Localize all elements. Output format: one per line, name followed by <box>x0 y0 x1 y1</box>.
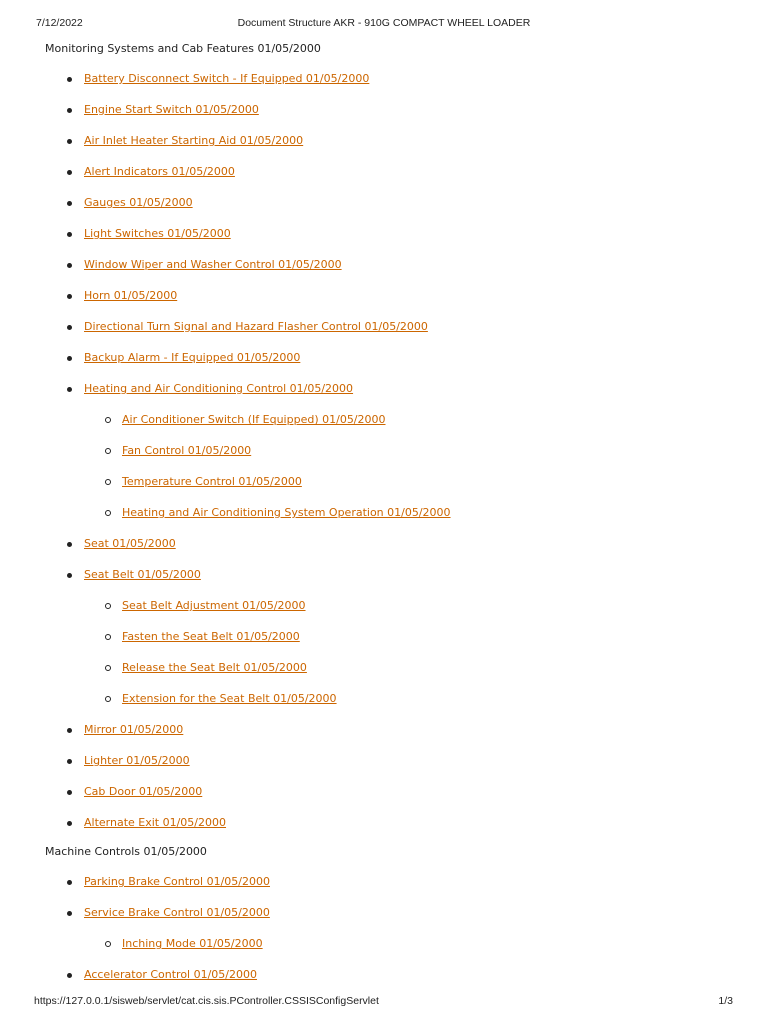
sub-list-bullet <box>105 696 111 702</box>
sub-list-bullet <box>105 479 111 485</box>
topic-link[interactable]: Seat Belt 01/05/2000 <box>84 568 201 581</box>
list-bullet <box>67 263 72 268</box>
subtopic-link[interactable]: Release the Seat Belt 01/05/2000 <box>122 661 307 674</box>
sub-list-bullet <box>105 603 111 609</box>
list-bullet <box>67 973 72 978</box>
list-item <box>84 723 183 736</box>
topic-link[interactable]: Backup Alarm - If Equipped 01/05/2000 <box>84 351 301 364</box>
list-item <box>84 568 201 581</box>
list-bullet <box>67 542 72 547</box>
subtopic-link[interactable]: Heating and Air Conditioning System Operation 01/05/2000 <box>122 506 451 519</box>
list-bullet <box>67 728 72 733</box>
list-item <box>84 382 353 395</box>
list-item <box>84 103 259 116</box>
list-bullet <box>67 573 72 578</box>
list-bullet <box>67 356 72 361</box>
list-bullet <box>67 880 72 885</box>
list-item <box>84 134 303 147</box>
list-item <box>84 351 300 364</box>
sub-list-bullet <box>105 941 111 947</box>
topic-link[interactable]: Engine Start Switch 01/05/2000 <box>84 103 259 116</box>
sub-list-bullet <box>105 448 111 454</box>
list-bullet <box>67 201 72 206</box>
subtopic-link[interactable]: Seat Belt Adjustment 01/05/2000 <box>122 599 306 612</box>
topic-link[interactable]: Battery Disconnect Switch - If Equipped 01/05/2000 <box>84 72 370 85</box>
topic-link[interactable]: Accelerator Control 01/05/2000 <box>84 968 258 981</box>
section-title: Monitoring Systems and Cab Features 01/05/2000 <box>45 42 321 55</box>
topic-link[interactable]: Mirror 01/05/2000 <box>84 723 184 736</box>
sub-list-item <box>122 630 300 643</box>
list-bullet <box>67 325 72 330</box>
list-item <box>84 785 202 798</box>
subtopic-link[interactable]: Inching Mode 01/05/2000 <box>122 937 263 950</box>
section-title: Machine Controls 01/05/2000 <box>45 845 207 858</box>
subtopic-link[interactable]: Extension for the Seat Belt 01/05/2000 <box>122 692 337 705</box>
list-item <box>84 754 190 767</box>
topic-link[interactable]: Gauges 01/05/2000 <box>84 196 193 209</box>
sub-list-item <box>122 444 251 457</box>
list-item <box>84 537 176 550</box>
list-bullet <box>67 139 72 144</box>
sub-list-bullet <box>105 510 111 516</box>
topic-link[interactable]: Light Switches 01/05/2000 <box>84 227 231 240</box>
list-bullet <box>67 232 72 237</box>
subtopic-link[interactable]: Air Conditioner Switch (If Equipped) 01/05/2000 <box>122 413 386 426</box>
sub-list-bullet <box>105 665 111 671</box>
list-item <box>84 875 270 888</box>
sub-list-item <box>122 937 263 950</box>
subtopic-link[interactable]: Fan Control 01/05/2000 <box>122 444 252 457</box>
topic-link[interactable]: Seat 01/05/2000 <box>84 537 176 550</box>
page-url: https://127.0.0.1/sisweb/servlet/cat.cis.sis.PController.CSSISConfigServlet <box>34 995 379 1007</box>
list-bullet <box>67 821 72 826</box>
subtopic-link[interactable]: Fasten the Seat Belt 01/05/2000 <box>122 630 300 643</box>
sub-list-item <box>122 475 302 488</box>
sub-list-item <box>122 599 306 612</box>
topic-link[interactable]: Heating and Air Conditioning Control 01/05/2000 <box>84 382 354 395</box>
topic-link[interactable]: Window Wiper and Washer Control 01/05/2000 <box>84 258 342 271</box>
topic-link[interactable]: Alert Indicators 01/05/2000 <box>84 165 235 178</box>
sub-list-item <box>122 413 386 426</box>
list-item <box>84 289 177 302</box>
list-item <box>84 906 270 919</box>
topic-link[interactable]: Cab Door 01/05/2000 <box>84 785 203 798</box>
topic-link[interactable]: Directional Turn Signal and Hazard Flasher Control 01/05/2000 <box>84 320 428 333</box>
topic-link[interactable]: Alternate Exit 01/05/2000 <box>84 816 227 829</box>
topic-link[interactable]: Service Brake Control 01/05/2000 <box>84 906 270 919</box>
list-bullet <box>67 294 72 299</box>
sub-list-item <box>122 692 337 705</box>
list-item <box>84 320 428 333</box>
topic-link[interactable]: Lighter 01/05/2000 <box>84 754 190 767</box>
list-bullet <box>67 790 72 795</box>
subtopic-link[interactable]: Temperature Control 01/05/2000 <box>122 475 302 488</box>
list-item <box>84 258 342 271</box>
list-bullet <box>67 170 72 175</box>
sub-list-bullet <box>105 417 111 423</box>
list-item <box>84 227 231 240</box>
print-date: 7/12/2022 <box>36 17 83 29</box>
topic-link[interactable]: Horn 01/05/2000 <box>84 289 178 302</box>
list-bullet <box>67 108 72 113</box>
list-item <box>84 196 193 209</box>
list-bullet <box>67 911 72 916</box>
sub-list-item <box>122 506 451 519</box>
topic-link[interactable]: Parking Brake Control 01/05/2000 <box>84 875 270 888</box>
list-bullet <box>67 387 72 392</box>
list-bullet <box>67 759 72 764</box>
topic-link[interactable]: Air Inlet Heater Starting Aid 01/05/2000 <box>84 134 304 147</box>
list-item <box>84 816 226 829</box>
sub-list-item <box>122 661 307 674</box>
list-item <box>84 165 235 178</box>
list-bullet <box>67 77 72 82</box>
list-item <box>84 968 257 981</box>
page-number: 1/3 <box>718 995 733 1007</box>
list-item <box>84 72 369 85</box>
document-title: Document Structure AKR - 910G COMPACT WHEEL LOADER <box>237 17 531 29</box>
sub-list-bullet <box>105 634 111 640</box>
